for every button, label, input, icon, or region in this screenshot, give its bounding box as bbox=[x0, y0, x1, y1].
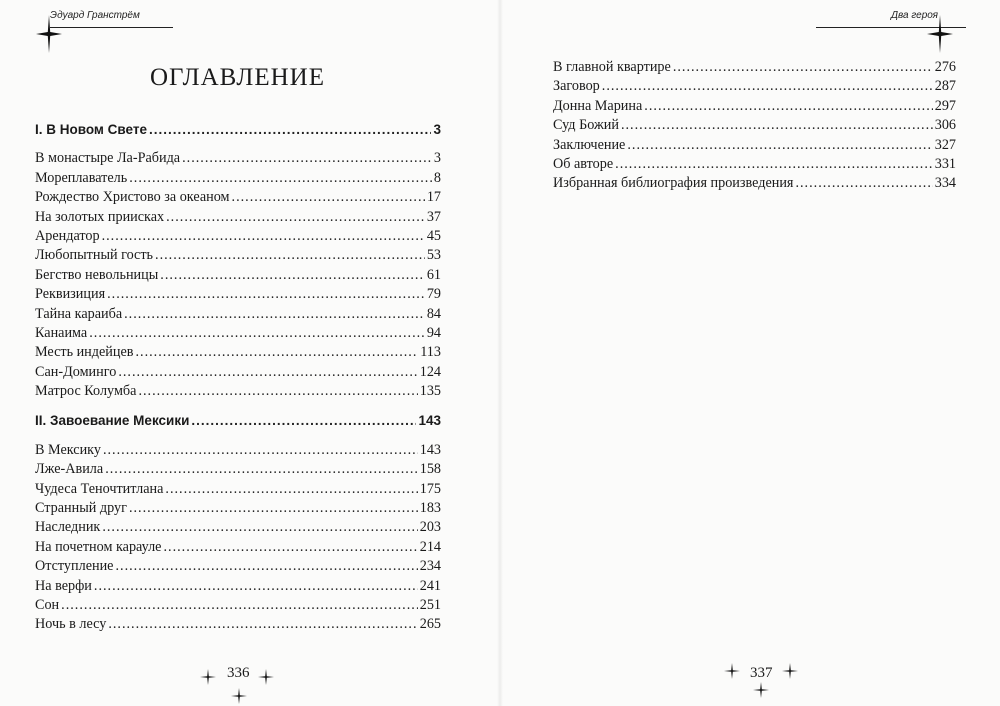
toc-entry-page: 53 bbox=[426, 247, 441, 264]
dot-leader bbox=[103, 441, 418, 460]
toc-entry bbox=[35, 577, 441, 596]
folio-star-icon bbox=[200, 669, 216, 685]
toc-entry-page: 79 bbox=[426, 286, 441, 303]
toc-entry bbox=[35, 305, 441, 324]
toc-entry bbox=[553, 136, 956, 155]
dot-leader bbox=[155, 246, 425, 265]
star-ornament-icon bbox=[36, 15, 62, 53]
toc-entry bbox=[35, 324, 441, 343]
toc-entry bbox=[35, 460, 441, 479]
toc-entry-title: В главной квартире bbox=[553, 59, 671, 75]
toc-entry bbox=[553, 116, 956, 135]
dot-leader bbox=[107, 285, 425, 304]
toc-entry bbox=[553, 77, 956, 96]
dot-leader bbox=[160, 266, 425, 285]
toc-entry-title: Месть индейцев bbox=[35, 344, 134, 361]
toc-entry-page: 214 bbox=[419, 538, 441, 555]
toc-entry-page: 135 bbox=[419, 383, 441, 400]
toc-entry-title: На верфи bbox=[35, 577, 92, 594]
toc-entry-title: Сон bbox=[35, 596, 60, 613]
toc-entry-title: Донна Марина bbox=[553, 97, 643, 114]
toc-entry bbox=[35, 208, 441, 227]
toc-entry bbox=[35, 285, 441, 304]
dot-leader bbox=[61, 596, 418, 615]
toc-entry bbox=[553, 155, 956, 174]
toc-entry bbox=[35, 441, 441, 460]
dot-leader bbox=[621, 116, 933, 135]
toc-entry-page: 8 bbox=[433, 169, 441, 186]
page-title: ОГЛАВЛЕНИЕ bbox=[150, 64, 325, 91]
toc-entry-title: Мореплаватель bbox=[35, 169, 128, 186]
toc-entry-page: 175 bbox=[419, 480, 441, 497]
dot-leader bbox=[94, 577, 418, 596]
toc-entry-title: Заключение bbox=[553, 136, 626, 153]
running-head-title: Два героя bbox=[890, 10, 938, 21]
toc-entry bbox=[35, 169, 441, 188]
dot-leader bbox=[129, 169, 432, 188]
dot-leader bbox=[644, 97, 932, 116]
star-ornament-icon bbox=[927, 15, 953, 53]
toc-entry-page: 297 bbox=[934, 97, 956, 114]
dot-leader bbox=[149, 120, 431, 139]
toc-entry-page: 3 bbox=[433, 122, 441, 137]
dot-leader bbox=[191, 411, 416, 430]
toc-entry-title: Рождество Христово за океаном bbox=[35, 189, 230, 206]
toc-entry-title: Наследник bbox=[35, 519, 101, 536]
folio-star-icon bbox=[753, 682, 769, 698]
toc-list-right bbox=[553, 58, 956, 194]
toc-entry bbox=[35, 246, 441, 265]
dot-leader bbox=[102, 227, 425, 246]
toc-entry-page: 241 bbox=[419, 577, 441, 594]
toc-entry bbox=[35, 596, 441, 615]
running-head-author: Эдуард Гранстрём bbox=[50, 10, 140, 21]
toc-entry-page: 331 bbox=[934, 155, 956, 172]
folio-star-icon bbox=[782, 663, 798, 679]
toc-entry bbox=[553, 97, 956, 116]
toc-entry bbox=[553, 58, 956, 77]
toc-entry-page: 143 bbox=[419, 441, 441, 458]
dot-leader bbox=[89, 324, 425, 343]
toc-entry-page: 334 bbox=[934, 175, 956, 192]
toc-entry bbox=[553, 174, 956, 193]
dot-leader bbox=[165, 480, 417, 499]
toc-entry-page: 17 bbox=[426, 189, 441, 206]
toc-part-heading bbox=[35, 411, 441, 430]
toc-entry-title: Заговор bbox=[553, 78, 600, 95]
toc-entry-title: Матрос Колумба bbox=[35, 383, 137, 400]
toc-entry-title: Сан-Доминго bbox=[35, 363, 117, 380]
dot-leader bbox=[135, 343, 418, 362]
toc-entry-title: Тайна караиба bbox=[35, 305, 123, 322]
dot-leader bbox=[182, 149, 432, 168]
toc-entry bbox=[35, 227, 441, 246]
toc-entry-page: 45 bbox=[426, 227, 441, 244]
toc-entry-page: 306 bbox=[934, 117, 956, 134]
toc-entry-title: Чудеса Теночтитлана bbox=[35, 480, 164, 497]
toc-entry-page: 37 bbox=[426, 208, 441, 225]
running-head-rule bbox=[50, 27, 173, 28]
toc-entry-page: 158 bbox=[419, 461, 441, 478]
toc-entry-title: Реквизиция bbox=[35, 286, 106, 303]
toc-entry-title: На почетном карауле bbox=[35, 538, 162, 555]
dot-leader bbox=[232, 188, 425, 207]
toc-entry-page: 234 bbox=[419, 558, 441, 575]
folio-star-icon bbox=[258, 669, 274, 685]
toc-entry-title: Лже-Авила bbox=[35, 461, 104, 478]
toc-entry-page: 3 bbox=[433, 150, 441, 167]
dot-leader bbox=[124, 305, 425, 324]
toc-entry bbox=[35, 343, 441, 362]
toc-entry-title: Бегство невольницы bbox=[35, 266, 159, 283]
page-number-right: 337 bbox=[750, 665, 773, 681]
toc-entry-page: 84 bbox=[426, 305, 441, 322]
toc-entry-page: 113 bbox=[420, 344, 441, 361]
toc-entry-title: I. В Новом Свете bbox=[35, 122, 147, 137]
toc-entry-page: 61 bbox=[426, 266, 441, 283]
toc-entry-page: 287 bbox=[934, 78, 956, 95]
toc-entry-page: 327 bbox=[934, 136, 956, 153]
dot-leader bbox=[138, 382, 417, 401]
toc-entry bbox=[35, 382, 441, 401]
toc-entry-page: 203 bbox=[419, 519, 441, 536]
page-number-left: 336 bbox=[227, 665, 250, 681]
dot-leader bbox=[108, 615, 417, 634]
dot-leader bbox=[602, 77, 933, 96]
folio-star-icon bbox=[724, 663, 740, 679]
toc-entry-title: Странный друг bbox=[35, 500, 127, 517]
toc-entry bbox=[35, 538, 441, 557]
toc-entry bbox=[35, 266, 441, 285]
toc-entry bbox=[35, 149, 441, 168]
toc-entry-title: Любопытный гость bbox=[35, 247, 154, 264]
toc-entry-page: 183 bbox=[419, 500, 441, 517]
toc-entry-page: 94 bbox=[426, 324, 441, 341]
dot-leader bbox=[166, 208, 425, 227]
toc-entry-title: Отступление bbox=[35, 558, 114, 575]
dot-leader bbox=[795, 174, 932, 193]
toc-entry-page: 265 bbox=[419, 616, 441, 633]
section-spacer bbox=[35, 431, 441, 441]
toc-entry-title: В Мексику bbox=[35, 441, 101, 458]
toc-part-heading bbox=[35, 120, 441, 139]
toc-entry-title: II. Завоевание Мексики bbox=[35, 413, 190, 429]
dot-leader bbox=[673, 58, 933, 77]
toc-entry-page: 276 bbox=[934, 59, 956, 75]
toc-entry-title: Арендатор bbox=[35, 227, 100, 244]
toc-entry-title: Избранная библиография произведения bbox=[553, 175, 794, 192]
toc-entry-title: В монастыре Ла-Рабида bbox=[35, 150, 181, 167]
dot-leader bbox=[105, 460, 418, 479]
toc-entry-title: Суд Божий bbox=[553, 117, 619, 134]
toc-entry-page: 143 bbox=[418, 413, 441, 429]
dot-leader bbox=[627, 136, 932, 155]
folio-star-icon bbox=[231, 688, 247, 704]
dot-leader bbox=[129, 499, 418, 518]
dot-leader bbox=[102, 518, 417, 537]
toc-entry bbox=[35, 615, 441, 634]
toc-entry-page: 124 bbox=[419, 363, 441, 380]
toc-entry-page: 251 bbox=[419, 596, 441, 613]
toc-entry-title: Ночь в лесу bbox=[35, 616, 107, 633]
section-spacer bbox=[35, 401, 441, 411]
toc-entry bbox=[35, 499, 441, 518]
dot-leader bbox=[115, 557, 417, 576]
section-spacer bbox=[35, 139, 441, 149]
toc-list-left bbox=[35, 120, 441, 635]
dot-leader bbox=[163, 538, 417, 557]
toc-entry bbox=[35, 518, 441, 537]
toc-entry bbox=[35, 480, 441, 499]
toc-entry-title: Канаима bbox=[35, 324, 88, 341]
dot-leader bbox=[615, 155, 933, 174]
toc-entry bbox=[35, 363, 441, 382]
toc-entry bbox=[35, 557, 441, 576]
toc-entry bbox=[35, 188, 441, 207]
toc-entry-title: На золотых приисках bbox=[35, 208, 165, 225]
toc-entry-title: Об авторе bbox=[553, 155, 614, 172]
dot-leader bbox=[118, 363, 417, 382]
